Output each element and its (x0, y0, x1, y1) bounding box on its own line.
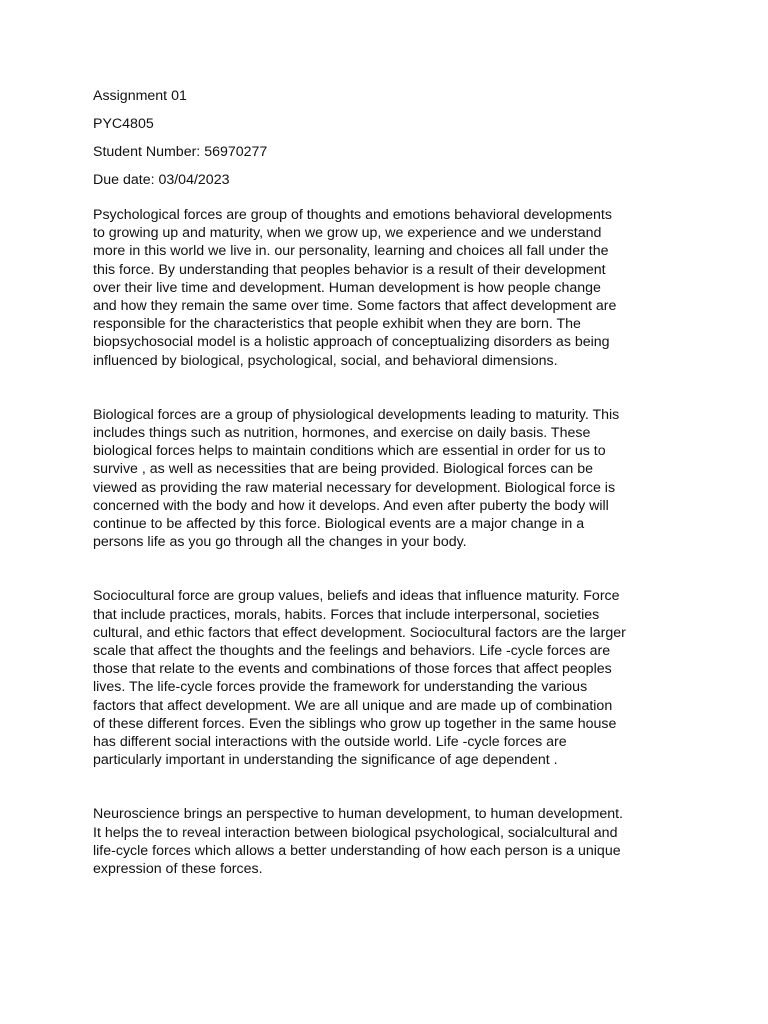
document-body (93, 86, 683, 878)
module-code: PYC4805 (93, 116, 154, 132)
assignment-title: Assignment 01 (93, 88, 187, 104)
paragraph-neuroscience: Neuroscience brings an perspective to human development, to human development. It helps the to reveal interaction between biological psychological, socialcultural and life-cycle forces which allows a better understanding of how each person is a unique expression of these forces. (93, 806, 623, 878)
paragraph-sociocultural-forces: Sociocultural force are group values, beliefs and ideas that influence maturity. Force that include practices, morals, habits. Forces that include interpersonal, societies cultural, and ethic factors that effect development. Sociocultural factors are the larger scale that affect the thoughts and the feelings and behaviors. Life -cycle forces are those that relate to the events and combinations of those forces that affect peoples lives. The life-cycle forces provide the framework for understanding the various factors that affect development. We are all unique and are made up of combination of these different forces. Even the siblings who grow up together in the same house has different social interactions with the outside world. Life -cycle forces are particularly important in understanding the significance of age dependent . (93, 588, 626, 769)
due-date: Due date: 03/04/2023 (93, 172, 230, 188)
paragraph-biological-forces: Biological forces are a group of physiological developments leading to maturity. This includes things such as nutrition, hormones, and exercise on daily basis. These biological forces helps to maintain conditions which are essential in order for us to survive , as well as necessities that are being provided. Biological forces can be viewed as providing the raw material necessary for development. Biological force is concerned with the body and how it develops. And even after puberty the body will continue to be affected by this force. Biological events are a major change in a persons life as you go through all the changes in your body. (93, 406, 620, 551)
paragraph-psychological-forces: Psychological forces are group of thoughts and emotions behavioral developments to growing up and maturity, when we grow up, we experience and we understand more in this world we live in. our personality, learning and choices all fall under the this force. By understanding that peoples behavior is a result of their development over their live time and development. Human development is how people change and how they remain the same over time. Some factors that affect development are responsible for the characteristics that people exhibit when they are born. The biopsychosocial model is a holistic approach of conceptualizing disorders as being influenced by biological, psychological, social, and behavioral dimensions. (93, 207, 617, 369)
student-number: Student Number: 56970277 (93, 144, 268, 160)
